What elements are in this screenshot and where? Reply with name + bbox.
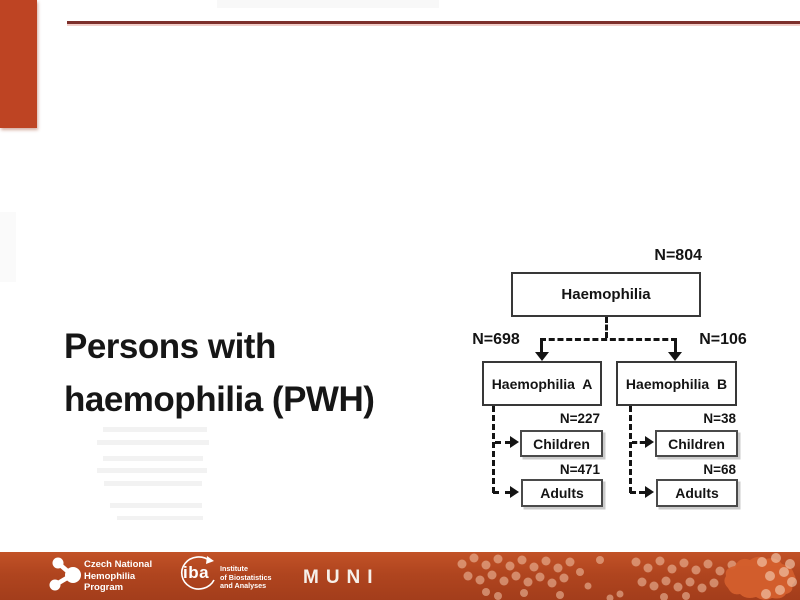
header-divider-light [67,24,800,26]
a-children-label: Children [533,435,590,452]
branch-b-box [616,361,737,406]
cnhp-line2: Hemophilia [84,570,136,582]
ghost-text-row [117,516,203,520]
ghost-text-row [104,481,202,486]
arrow-down-icon [535,352,549,361]
ghost-text-row [110,503,202,508]
connector-a-children [495,441,511,444]
iba-line3: and Analyses [220,581,267,591]
arrow-right-icon [645,436,654,448]
arrow-right-icon [645,486,654,498]
muni-wordmark: MUNI [303,567,380,588]
slide-title [64,320,374,426]
b-children-count-label: N=38 [703,411,736,426]
ghost-text-row [103,456,203,461]
branch-a-count-label: N=698 [472,331,520,348]
footer-bar [0,552,800,600]
connector-a-stem [492,406,495,493]
a-adults-box [521,479,603,507]
arrow-right-icon [510,486,519,498]
b-adults-box [656,479,738,507]
a-children-count-label: N=227 [559,411,600,426]
top-grey-strip [217,0,439,8]
branch-b-count-label: N=106 [699,331,747,348]
branch-a-label: Haemophilia A [491,375,593,392]
connector-a-adults [493,491,511,494]
b-children-label: Children [668,435,725,452]
b-adults-count-label: N=68 [703,462,736,477]
a-adults-count-label: N=471 [559,462,600,477]
cnhp-line3: Program [84,582,124,593]
iba-logo [0,552,300,600]
ghost-text-row [97,440,209,445]
branch-a-box [482,361,602,406]
connector-branch-crossbar [540,338,677,341]
root-box-label: Haemophilia [561,286,651,303]
accent-corner-bar [0,0,37,128]
b-adults-label: Adults [675,485,719,501]
iba-line1: Institute [220,564,248,573]
connector-b-children [632,441,645,444]
iba-logo-text [220,565,272,591]
slide-title-line1: Persons with [64,327,276,366]
slide-title-line2: haemophilia (PWH) [64,380,375,419]
connector-root-stem [605,317,608,338]
iba-wordmark: iba [183,563,210,582]
iba-line2: of Biostatistics [220,572,272,582]
arrow-down-icon [668,352,682,361]
left-ghost-strip [0,212,16,282]
connector-b-adults [630,491,645,494]
root-count-label: N=804 [654,247,702,264]
root-box [511,272,701,317]
a-adults-label: Adults [540,485,584,501]
cnhp-line1: Czech National [84,559,153,570]
branch-b-label: Haemophilia B [625,375,728,392]
ghost-text-row [103,427,207,432]
dot-pattern [440,552,800,600]
b-children-box [655,430,738,457]
ghost-text-row [97,468,207,473]
connector-b-stem [629,406,632,493]
arrow-right-icon [510,436,519,448]
a-children-box [520,430,603,457]
